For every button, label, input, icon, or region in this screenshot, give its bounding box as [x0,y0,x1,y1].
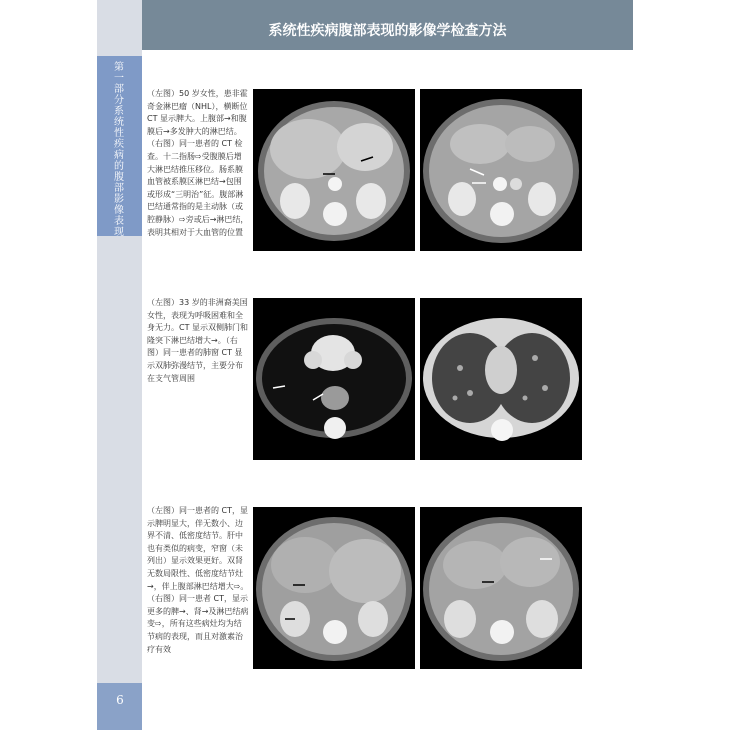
case-2-caption: （左图）33 岁的非洲裔美国女性，表现为呼吸困难和全身无力。CT 显示双侧肺门和隆突下淋巴结增大→。（右图）同一患者的肺窗 CT 显示双肺弥漫结节，主要分布在支气管周围 [147,298,249,383]
case-3-caption: （左图）同一患者的 CT，显示脾明显大，伴无数小、边界不清、低密度结节。肝中也有类似的病变，窄窗（未列出）显示效果更好。双肾无数局限性、低密度结节灶→，伴上腹部淋巴结增大⇨。（右图）同一患者 CT，显示更多的脾→、肾→及淋巴结病变⇨，所有这些病灶均为结节病的表现，而且对激素治疗有效 [147,506,249,654]
ct-scan-case-3-right [420,507,582,669]
section-label: 第一部分 系统性疾病的腹部影像表现 [114,62,124,238]
case-1-caption: （左图）50 岁女性，患非霍奇金淋巴瘤（NHL），横断位 CT 显示脾大。上腹部→和腹膜后→多发肿大的淋巴结。（右图）同一患者的 CT 检查。十二指肠⇨受腹膜后增大淋巴结推压移位。肠系膜血管被系膜区淋巴结→包围或形成“三明治”征。腹部淋巴结通常指的是主动脉（或腔静脉）⇨旁或后→淋巴结，表明其相对于大血管的位置 [147,89,249,237]
ct-scan-case-3-left [253,507,415,669]
ct-scan-case-1-right [420,89,582,251]
page-title: 系统性疾病腹部表现的影像学检查方法 [268,23,507,39]
ct-scan-case-2-right [420,298,582,460]
ct-scan-case-2-left [253,298,415,460]
ct-scan-case-1-left [253,89,415,251]
page-number: 6 [116,693,124,707]
